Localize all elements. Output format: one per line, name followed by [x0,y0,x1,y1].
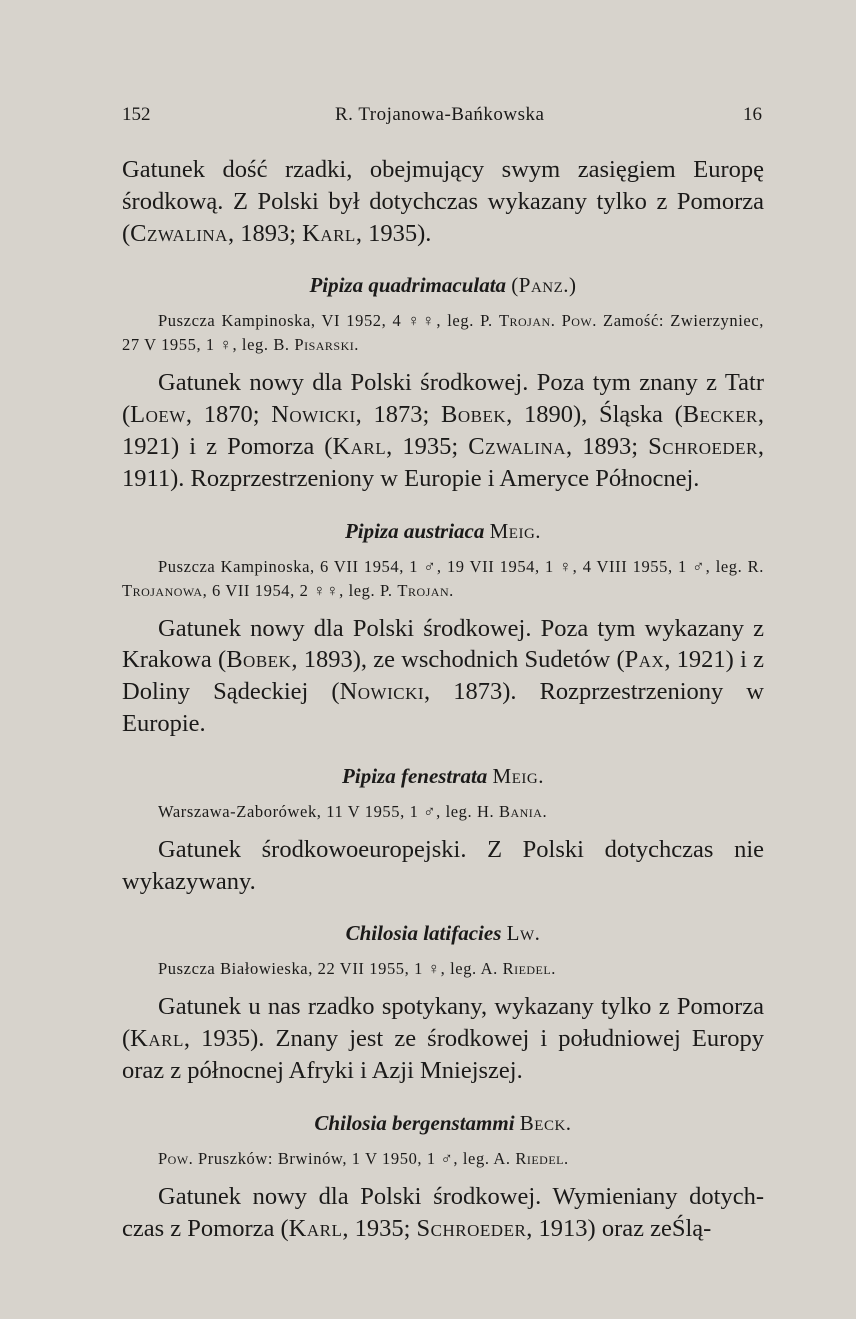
paragraph: Gatunek nowy dla Polski środkowej. Wymieniany dotychczas z Pomorza (Karl, 1935; Schroeder, 1913) oraz zeŚlą- [122,1182,764,1242]
paragraph: Gatunek nowy dla Polski środkowej. Poza tym wykazany z Krakowa (Bobek, 1893), ze wschodnich Sudetów (Pax, 1921) i z Doliny Sądeckiej (Nowicki, 1873). Rozprzestrzeniony w Europie. [122,614,765,737]
species-name: Pipiza fenestrata [342,763,488,788]
species-heading [122,762,764,790]
species-heading [122,517,764,545]
species-author: Meig. [489,518,542,543]
species-heading [122,919,764,947]
author-name: R. Trojanowa-Bańkowska [335,104,545,125]
species-name: Pipiza quadrimaculata [309,273,507,298]
specimen-record: Puszcza Kampinoska, 6 VII 1954, 1 ♂, 19 VII 1954, 1 ♀, 4 VIII 1955, 1 ♂, leg. R. Trojanowa, 6 VII 1954, 2 ♀♀, leg. P. Trojan. [122,556,764,600]
paragraph: Gatunek środkowoeuropejski. Z Polski dotychczas nie wykazywany. [122,835,764,895]
species-heading [122,271,764,299]
species-name: Chilosia latifacies [345,921,502,946]
species-heading [122,1109,764,1137]
species-author: (Panz.) [511,273,577,298]
species-name: Chilosia bergenstammi [314,1110,515,1135]
specimen-record: Pow. Pruszków: Brwinów, 1 V 1950, 1 ♂, leg. A. Riedel. [158,1148,569,1168]
paragraph: Gatunek nowy dla Polski środkowej. Poza tym znany z Tatr (Loew, 1870; Nowicki, 1873; Bobek, 1890), Śląska (Becker, 1921) i z Pomorza (Karl, 1935; Czwalina, 1893; Schroeder, 1911). Rozprzestrzeniony w Europie i Ameryce Północnej. [122,369,764,492]
species-author: Lw. [506,921,541,946]
species-author: Beck. [519,1110,572,1135]
specimen-record: Warszawa-Zaborówek, 11 V 1955, 1 ♂, leg. H. Bania. [158,801,548,821]
specimen-record: Puszcza Białowieska, 22 VII 1955, 1 ♀, leg. A. Riedel. [158,959,556,979]
specimen-record: Puszcza Kampinoska, VI 1952, 4 ♀♀, leg. P. Trojan. Pow. Zamość: Zwierzyniec, 27 V 1955, 1 ♀, leg. B. Pisarski. [122,311,765,355]
species-author: Meig. [492,763,544,788]
paragraph: Gatunek u nas rzadko spotykany, wykazany tylko z Pomorza (Karl, 1935). Znany jest ze środkowej i południowej Europy oraz z północnej Afryki i Azji Mniejszej. [122,993,764,1084]
page-number: 152 [122,104,151,125]
running-header [122,104,762,134]
issue-number: 16 [743,104,762,125]
paragraph: Gatunek dość rzadki, obejmujący swym zasięgiem Europę środkową. Z Polski był dotychczas wykazany tylko z Pomorza (Czwalina, 1893; Karl, 1935). [122,156,764,247]
article-body [122,154,764,1248]
species-name: Pipiza austriaca [344,518,485,543]
